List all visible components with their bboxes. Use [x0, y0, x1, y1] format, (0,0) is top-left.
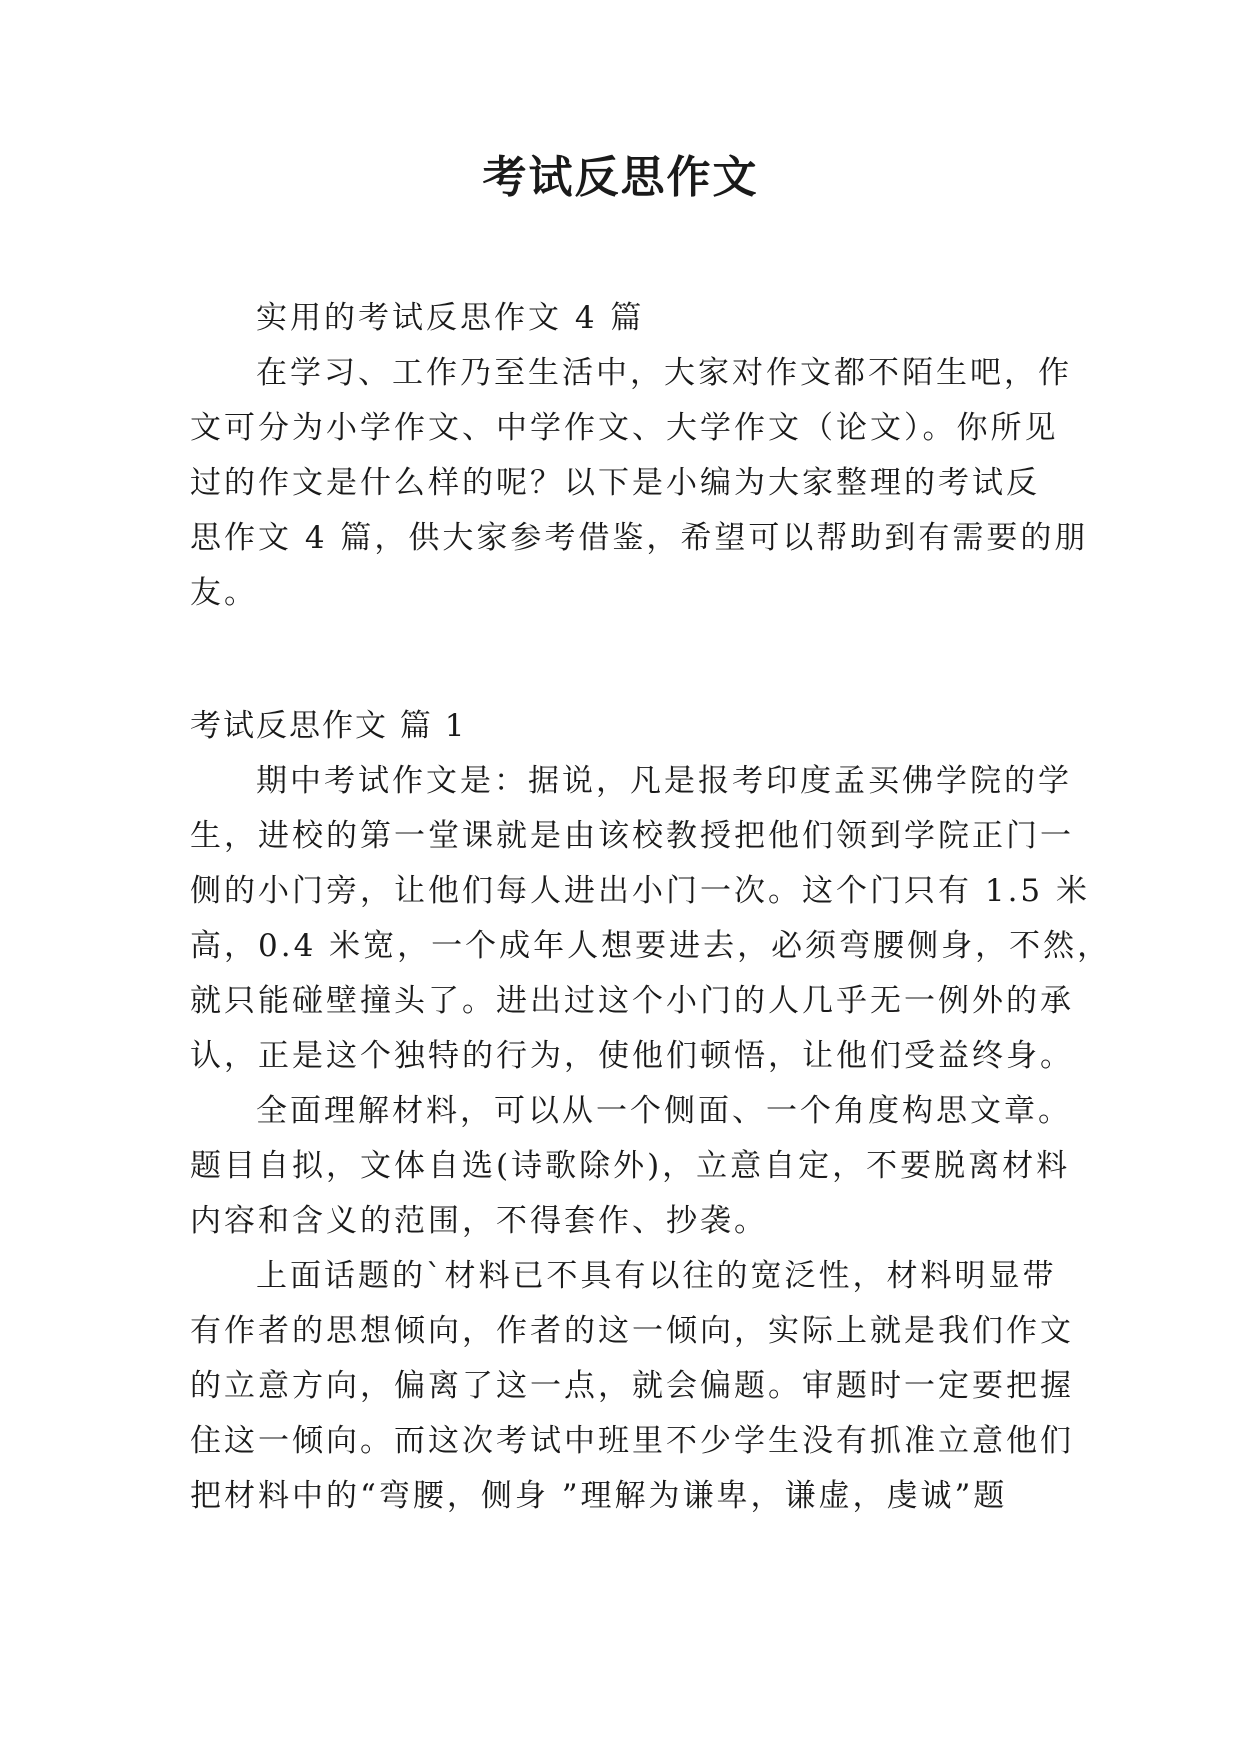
paragraph-line: 把材料中的“弯腰，侧身 ”理解为谦卑，谦虚，虔诚”题: [190, 1478, 1008, 1514]
paragraph-line: 题目自拟，文体自选(诗歌除外)，立意自定，不要脱离材料: [190, 1148, 1071, 1184]
intro-line: 在学习、工作乃至生活中，大家对作文都不陌生吧，作: [256, 355, 1072, 391]
intro-line: 文可分为小学作文、中学作文、大学作文（论文）。你所见: [190, 410, 1059, 446]
paragraph-line: 就只能碰壁撞头了。进出过这个小门的人几乎无一例外的承: [190, 983, 1074, 1019]
paragraph-line: 生，进校的第一堂课就是由该校教授把他们领到学院正门一: [190, 818, 1074, 854]
paragraph-line: 住这一倾向。而这次考试中班里不少学生没有抓准立意他们: [190, 1423, 1074, 1459]
section-heading: 考试反思作文 篇 1: [190, 708, 467, 744]
document-subtitle: 实用的考试反思作文 4 篇: [256, 300, 645, 336]
paragraph-line: 侧的小门旁，让他们每人进出小门一次。这个门只有 1.5 米: [190, 873, 1091, 909]
paragraph-line: 上面话题的`材料已不具有以往的宽泛性，材料明显带: [256, 1258, 1057, 1294]
paragraph-line: 的立意方向，偏离了这一点，就会偏题。审题时一定要把握: [190, 1368, 1074, 1404]
intro-line: 过的作文是什么样的呢？以下是小编为大家整理的考试反: [190, 465, 1040, 501]
paragraph-line: 认，正是这个独特的行为，使他们顿悟，让他们受益终身。: [190, 1038, 1074, 1074]
paragraph-line: 高，0.4 米宽，一个成年人想要进去，必须弯腰侧身，不然，: [190, 928, 1112, 964]
paragraph-line: 全面理解材料，可以从一个侧面、一个角度构思文章。: [256, 1093, 1072, 1129]
paragraph-line: 期中考试作文是：据说，凡是报考印度孟买佛学院的学: [256, 763, 1072, 799]
paragraph-line: 有作者的思想倾向，作者的这一倾向，实际上就是我们作文: [190, 1313, 1074, 1349]
intro-line: 思作文 4 篇，供大家参考借鉴，希望可以帮助到有需要的朋: [190, 520, 1089, 556]
document-title: 考试反思作文: [482, 152, 759, 203]
intro-line: 友。: [190, 575, 258, 611]
paragraph-line: 内容和含义的范围，不得套作、抄袭。: [190, 1203, 768, 1239]
